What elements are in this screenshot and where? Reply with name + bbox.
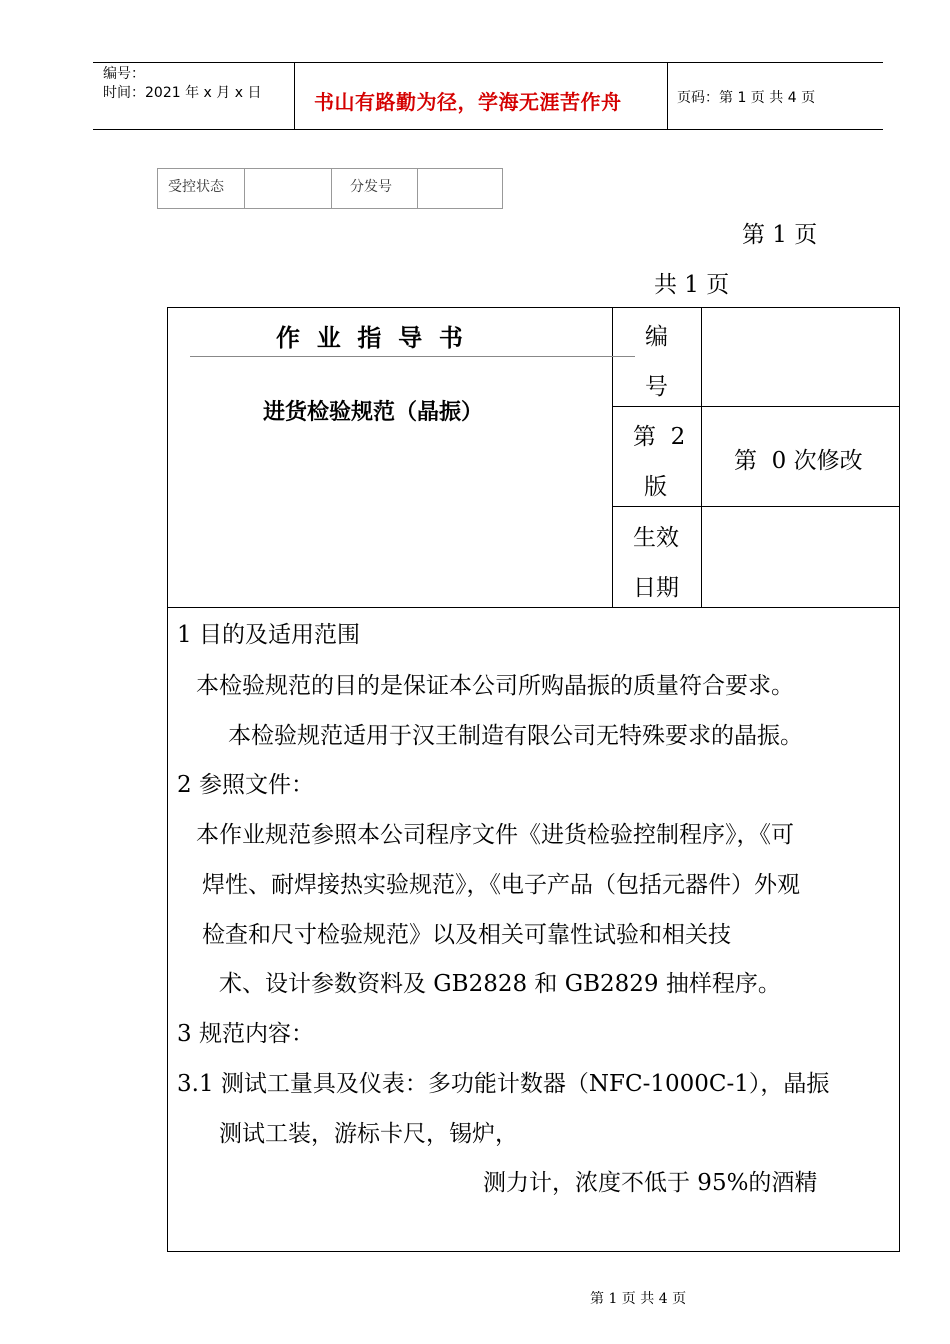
title-underline	[190, 356, 635, 357]
doc-header-row-line-2	[612, 506, 900, 507]
doc-header-bottom-line	[167, 607, 900, 608]
header-time-label: 时间：2021 年 x 月 x 日	[103, 85, 262, 101]
effective-label-line-2: 日期	[633, 575, 679, 601]
section-3-1-line-2: 测试工装，游标卡尺，锡炉，	[219, 1121, 518, 1147]
section-1-heading: 1 目的及适用范围	[177, 622, 360, 648]
footer-page-info: 第 1 页 共 4 页	[590, 1291, 687, 1307]
section-3-1-line-1: 3.1 测试工量具及仪表：多功能计数器（NFC-1000C-1），晶振	[177, 1071, 830, 1097]
page-current: 第 1 页	[742, 222, 818, 248]
code-label-line-2: 号	[645, 374, 668, 400]
header-motto: 书山有路勤为径，学海无涯苦作舟	[314, 90, 622, 114]
doc-header-divider-1	[612, 307, 613, 607]
section-1-paragraph-1: 本检验规范的目的是保证本公司所购晶振的质量符合要求。	[196, 673, 794, 699]
section-3-heading: 3 规范内容：	[177, 1021, 314, 1047]
header-bottom-rule	[93, 129, 883, 130]
effective-label-line-1: 生效	[633, 525, 679, 551]
header-number-label: 编号：	[103, 66, 145, 82]
header-divider-right	[667, 62, 668, 130]
section-2-heading: 2 参照文件：	[177, 772, 314, 798]
header-divider-left	[294, 62, 295, 130]
section-3-1-line-3: 测力计，浓度不低于 95%的酒精	[483, 1170, 818, 1196]
section-2-line-4: 术、设计参数资料及 GB2828 和 GB2829 抽样程序。	[219, 971, 781, 997]
edition-label-line-1: 第 2	[633, 424, 686, 450]
control-status-table	[157, 168, 503, 209]
distribution-number-label: 分发号	[332, 169, 418, 208]
section-2-line-1: 本作业规范参照本公司程序文件《进货检验控制程序》，《可	[196, 822, 794, 848]
header-page-info: 页码：第 1 页 共 4 页	[677, 90, 816, 106]
doc-header-row-line-1	[612, 406, 900, 407]
doc-title: 作 业 指 导 书	[276, 324, 463, 352]
page-total: 共 1 页	[654, 272, 730, 298]
section-1-paragraph-2: 本检验规范适用于汉王制造有限公司无特殊要求的晶振。	[228, 723, 803, 749]
control-status-label: 受控状态	[158, 169, 245, 208]
header-top-rule	[93, 62, 883, 63]
edition-label-line-2: 版	[644, 474, 667, 500]
revision-value: 第 0 次修改	[734, 448, 863, 474]
section-2-line-2: 焊性、耐焊接热实验规范》，《电子产品（包括元器件）外观	[202, 872, 800, 898]
doc-subtitle: 进货检验规范（晶振）	[263, 400, 484, 425]
doc-header-divider-2	[701, 307, 702, 607]
section-2-line-3: 检查和尺寸检验规范》以及相关可靠性试验和相关技	[202, 922, 731, 948]
control-status-value	[245, 169, 332, 208]
distribution-number-value	[418, 169, 502, 208]
code-label-line-1: 编	[645, 324, 668, 350]
